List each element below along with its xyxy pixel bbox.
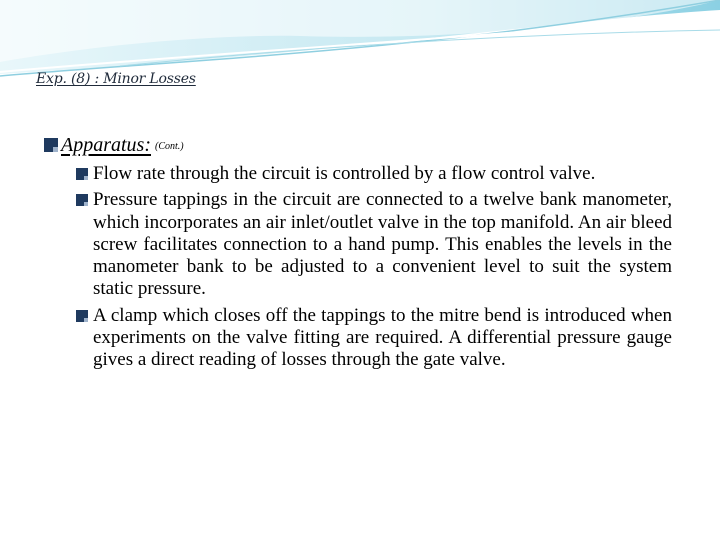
list-item: [76, 163, 672, 185]
experiment-title: Exp. (8) : Minor Losses: [36, 71, 196, 87]
list-item-text: A clamp which closes off the tappings to the mitre bend is introduced when experiments on the valve fitting are required. A differential pressure gauge gives a direct reading of losses through the gate valve.: [93, 304, 672, 371]
heading-continued-note: (Cont.): [155, 141, 184, 152]
heading-label: Apparatus:: [61, 134, 151, 156]
list-item-text: Flow rate through the circuit is controlled by a flow control valve.: [93, 163, 596, 184]
list-item-text: Pressure tappings in the circuit are connected to a twelve bank manometer, which incorporates an air inlet/outlet valve in the top manifold. An air bleed screw facilitates connection to a hand pump. This enables the levels in the manometer bank to be adjusted to a convenient level to suit the system static pressure.: [93, 189, 672, 300]
bullet-list: [76, 163, 672, 372]
section-heading: [44, 134, 184, 157]
list-item: [76, 305, 672, 372]
square-bullet-icon: [76, 310, 88, 322]
square-bullet-icon: [76, 194, 88, 206]
list-item: [76, 189, 672, 300]
square-bullet-icon: [76, 168, 88, 180]
square-bullet-icon: [44, 138, 58, 152]
